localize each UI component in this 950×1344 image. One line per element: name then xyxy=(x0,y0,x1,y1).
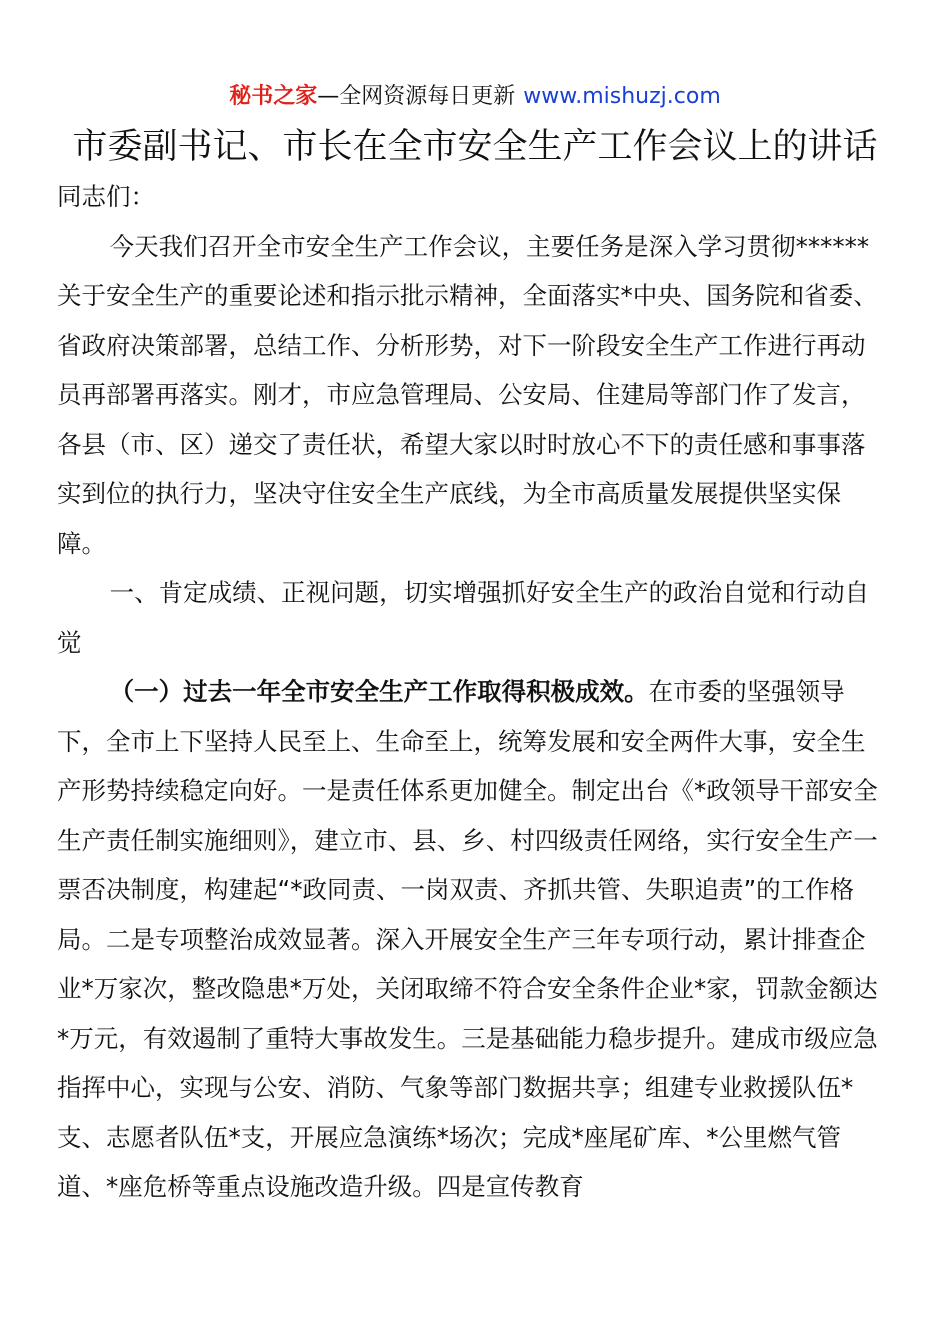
subsection-paragraph xyxy=(57,667,887,1212)
brand-name: 秘书之家 xyxy=(229,84,318,109)
subsection-text: 在市委的坚强领导下，全市上下坚持人民至上、生命至上，统筹发展和安全两件大事，安全生产形势持续稳定向好。一是责任体系更加健全。制定出台《*政领导干部安全生产责任制实施细则》，建立市、县、乡、村四级责任网络，实行安全生产一票否决制度，构建起“*政同责、一岗双责、齐抓共管、失职追责”的工作格局。二是专项整治成效显著。深入开展安全生产三年专项行动，累计排查企业*万家次，整改隐患*万处，关闭取缔不符合安全条件企业*家，罚款金额达*万元，有效遏制了重特大事故发生。三是基础能力稳步提升。建成市级应急指挥中心，实现与公安、消防、气象等部门数据共享；组建专业救援队伍*支、志愿者队伍*支，开展应急演练*场次；完成*座尾矿库、*公里燃气管道、*座危桥等重点设施改造升级。四是宣传教育 xyxy=(57,677,878,1201)
site-url[interactable]: www.mishuzj.com xyxy=(523,84,721,109)
salutation: 同志们： xyxy=(57,182,155,211)
section-heading: 一、肯定成绩、正视问题，切实增强抓好安全生产的政治自觉和行动自觉 xyxy=(57,578,870,657)
document-body xyxy=(57,172,887,1212)
site-header xyxy=(0,80,950,114)
header-tagline: —全网资源每日更新 xyxy=(317,84,516,109)
subsection-heading: （一）过去一年全市安全生产工作取得积极成效。 xyxy=(109,677,649,706)
document-title: 市委副书记、市长在全市安全生产工作会议上的讲话 xyxy=(72,127,878,167)
intro-paragraph: 今天我们召开全市安全生产工作会议，主要任务是深入学习贯彻******关于安全生产的重要论述和指示批示精神，全面落实*中央、国务院和省委、省政府决策部署，总结工作、分析形势，对下一阶段安全生产工作进行再动员再部署再落实。刚才，市应急管理局、公安局、住建局等部门作了发言，各县（市、区）递交了责任状，希望大家以时时放心不下的责任感和事事落实到位的执行力，坚决守住安全生产底线，为全市高质量发展提供坚实保障。 xyxy=(57,231,878,558)
